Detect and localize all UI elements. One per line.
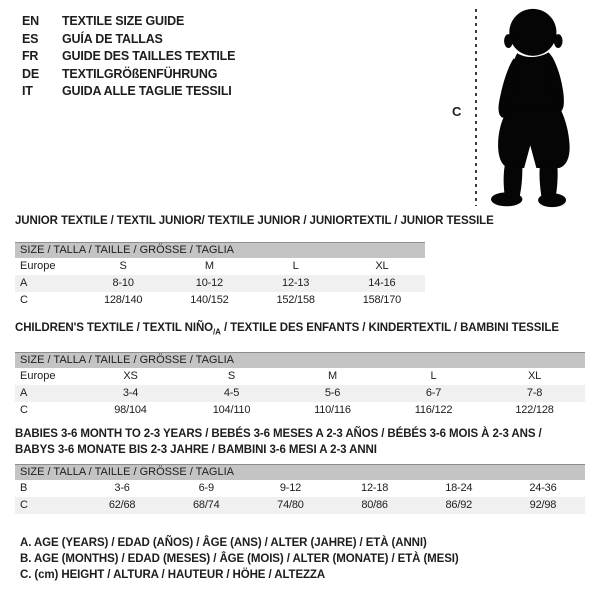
table-title [15,427,585,458]
table-cell: M [328,370,337,383]
row-label: C [20,499,28,511]
table-row [15,258,425,275]
table-cell: 7-8 [526,387,543,400]
row-label: A [20,277,28,289]
table-cell: 24-36 [529,482,557,494]
table-body [15,368,585,419]
row-label: Europe [20,260,56,272]
table-cell: 110/116 [314,404,351,417]
table-cell: S [227,370,236,383]
junior-table-section [15,215,494,309]
table-cell: 122/128 [515,404,554,417]
footnote-line-b: B. AGE (MONTHS) / EDAD (MESES) / ÂGE (MOIS) / ALTER (MONATE) / ETÀ (MESI) [20,552,459,565]
row-label: C [20,404,28,417]
table-cell: 10-12 [195,277,223,289]
table-cell: 6-9 [198,482,214,494]
table-cell: 158/170 [362,294,402,306]
table-row [15,292,425,309]
table-title: JUNIOR TEXTILE / TEXTIL JUNIOR/ TEXTILE JUNIOR / JUNIORTEXTIL / JUNIOR TESSILE [15,215,494,227]
table-cell: 86/92 [445,499,473,511]
table-cell: S [119,260,127,272]
table-cell: 4-5 [223,387,240,400]
footnote-line-c: C. (cm) HEIGHT / ALTURA / HAUTEUR / HÖHE / ALTEZZA [20,568,326,581]
language-list [22,13,235,101]
footnote-line-a: A. AGE (YEARS) / EDAD (AÑOS) / ÂGE (ANS) / ALTER (JAHRE) / ETÀ (ANNI) [20,537,427,549]
table-title-text: / TEXTILE DES ENFANTS / KINDERTEXTIL / BAMBINI TESSILE [220,322,559,334]
table-cell: 98/104 [114,404,147,417]
table-row [15,385,585,402]
table-cell: 6-7 [425,387,442,400]
children-table-section [15,322,585,419]
table-cell: 152/158 [276,294,315,306]
table-title [15,322,585,338]
table-title-subscript: /A [213,327,221,337]
table-row [15,368,585,385]
row-label: Europe [20,370,56,383]
row-label: A [20,387,28,400]
table-row [15,497,585,514]
language-row-de [22,66,235,84]
table-row [15,480,585,497]
size-header-bar: SIZE / TALLA / TAILLE / GRÖSSE / TAGLIA [15,464,585,480]
table-body [15,258,425,309]
table-cell: 3-6 [114,482,130,494]
table-cell: 3-4 [122,387,139,400]
table-cell: XS [123,370,138,383]
language-code: EN [22,14,39,28]
table-title-line2: BABYS 3-6 MONATE BIS 2-3 JAHRE / BAMBINI 3-6 MESI A 2-3 ANNI [15,443,377,456]
table-cell: XL [375,260,389,272]
language-code: ES [22,31,39,46]
language-label: GUÍA DE TALLAS [62,31,163,46]
height-measure-dashed-line [475,9,477,206]
table-cell: 92/98 [529,499,557,511]
table-cell: 116/122 [414,404,453,417]
row-label: B [20,482,28,494]
table-title-text: CHILDREN'S TEXTILE / TEXTIL NIÑO [15,322,214,334]
height-measure-label: C [452,104,462,119]
footnotes [20,536,459,583]
table-cell: 62/68 [108,499,136,511]
language-label: GUIDE DES TAILLES TEXTILE [62,49,236,63]
row-label: C [20,294,28,306]
table-cell: 74/80 [277,499,304,511]
size-header-bar: SIZE / TALLA / TAILLE / GRÖSSE / TAGLIA [15,242,425,258]
language-label: TEXTILE SIZE GUIDE [62,14,185,28]
language-label: TEXTILGRÖßENFÜHRUNG [62,66,218,81]
table-cell: 8-10 [112,277,134,289]
table-cell: 9-12 [279,482,302,494]
size-header-bar: SIZE / TALLA / TAILLE / GRÖSSE / TAGLIA [15,352,585,368]
table-title-line1: BABIES 3-6 MONTH TO 2-3 YEARS / BEBÉS 3-6 MESES A 2-3 AÑOS / BÉBÉS 3-6 MOIS À 2-3 ANS / [15,428,542,440]
table-cell: 12-13 [282,277,310,289]
table-cell: 18-24 [445,482,473,494]
table-cell: 14-16 [368,277,396,289]
table-cell: M [204,260,214,272]
table-cell: 80/86 [361,499,388,511]
language-code: FR [22,49,39,63]
language-row-es [22,31,235,49]
language-row-fr [22,48,235,66]
table-cell: 104/110 [212,404,251,417]
table-cell: 5-6 [324,387,341,400]
toddler-silhouette-icon [484,8,580,208]
table-row [15,402,585,419]
language-row-it [22,83,235,101]
language-code: IT [22,84,33,98]
table-cell: 128/140 [103,294,143,306]
table-cell: 12-18 [361,482,389,494]
table-cell: L [292,260,299,272]
table-cell: 140/152 [190,294,229,306]
table-cell: L [430,370,437,383]
table-body [15,480,585,514]
table-row [15,275,425,292]
language-code: DE [22,66,39,81]
language-row-en [22,13,235,31]
table-cell: 68/74 [192,499,220,511]
babies-table-section [15,427,585,514]
table-cell: XL [527,370,542,383]
language-label: GUIDA ALLE TAGLIE TESSILI [62,84,232,98]
